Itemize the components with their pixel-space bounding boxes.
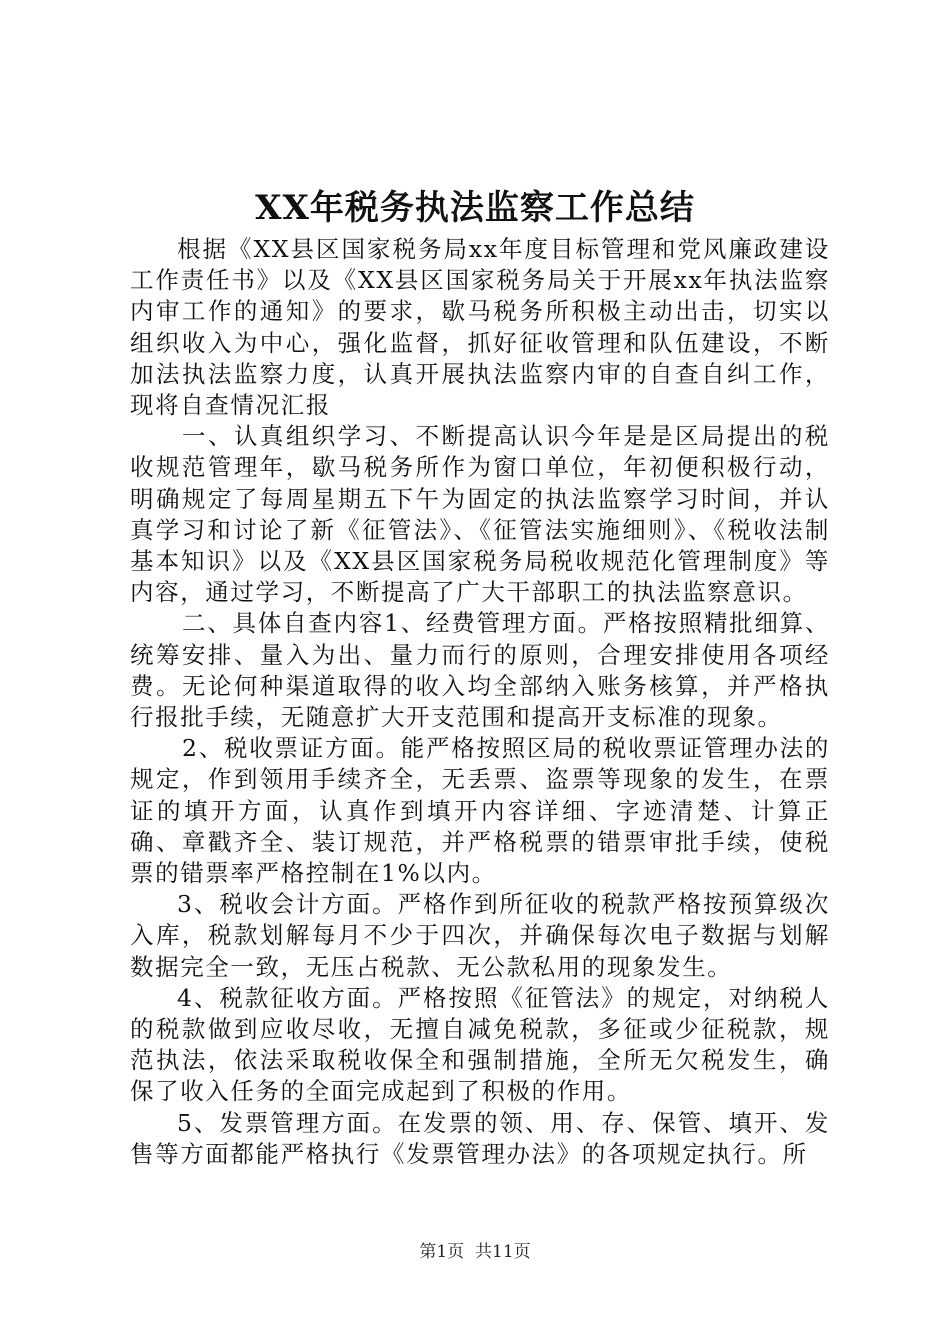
- paragraph-item-4: 4、税款征收方面。严格按照《征管法》的规定，对纳税人的税款做到应收尽收，无擅自减免税款，多征或少征税款，规范执法，依法采取税收保全和强制措施，全所无欠税发生，确保了收入任务的全面完成起到了积极的作用。: [130, 983, 830, 1106]
- total-pages: 共11页: [475, 1242, 531, 1262]
- document-body: [130, 234, 830, 1170]
- document-title: XX年税务执法监察工作总结: [255, 188, 695, 228]
- paragraph-section-2: 二、具体自查内容1、经费管理方面。严格按照精批细算、统筹安排、量入为出、量力而行的原则，合理安排使用各项经费。无论何种渠道取得的收入均全部纳入账务核算，并严格执行报批手续，无随意扩大开支范围和提高开支标准的现象。: [130, 609, 830, 732]
- page-footer: [0, 1240, 950, 1264]
- paragraph-item-5: 5、发票管理方面。在发票的领、用、存、保管、填开、发售等方面都能严格执行《发票管理办法》的各项规定执行。所: [130, 1108, 830, 1168]
- page-number: 第1页: [419, 1242, 465, 1262]
- footer-separator: [464, 1242, 475, 1262]
- paragraph-section-1: 一、认真组织学习、不断提高认识今年是是区局提出的税收规范管理年，歇马税务所作为窗口单位，年初便积极行动，明确规定了每周星期五下午为固定的执法监察学习时间，并认真学习和讨论了新《征管法》、《征管法实施细则》、《税收法制基本知识》以及《XX县区国家税务局税收规范化管理制度》等内容，通过学习，不断提高了广大干部职工的执法监察意识。: [130, 422, 830, 607]
- paragraph-item-3: 3、税收会计方面。严格作到所征收的税款严格按预算级次入库，税款划解每月不少于四次，并确保每次电子数据与划解数据完全一致，无压占税款、无公款私用的现象发生。: [130, 890, 830, 981]
- paragraph-intro: 根据《XX县区国家税务局xx年度目标管理和党风廉政建设工作责任书》以及《XX县区国家税务局关于开展xx年执法监察内审工作的通知》的要求，歇马税务所积极主动出击，切实以组织收入为中心，强化监督，抓好征收管理和队伍建设，不断加法执法监察力度，认真开展执法监察内审的自查自纠工作，现将自查情况汇报: [130, 235, 830, 420]
- paragraph-item-2: 2、税收票证方面。能严格按照区局的税收票证管理办法的规定，作到领用手续齐全，无丢票、盗票等现象的发生，在票证的填开方面，认真作到填开内容详细、字迹清楚、计算正确、章戳齐全、装订规范，并严格税票的错票审批手续，使税票的错票率严格控制在1%以内。: [130, 734, 830, 888]
